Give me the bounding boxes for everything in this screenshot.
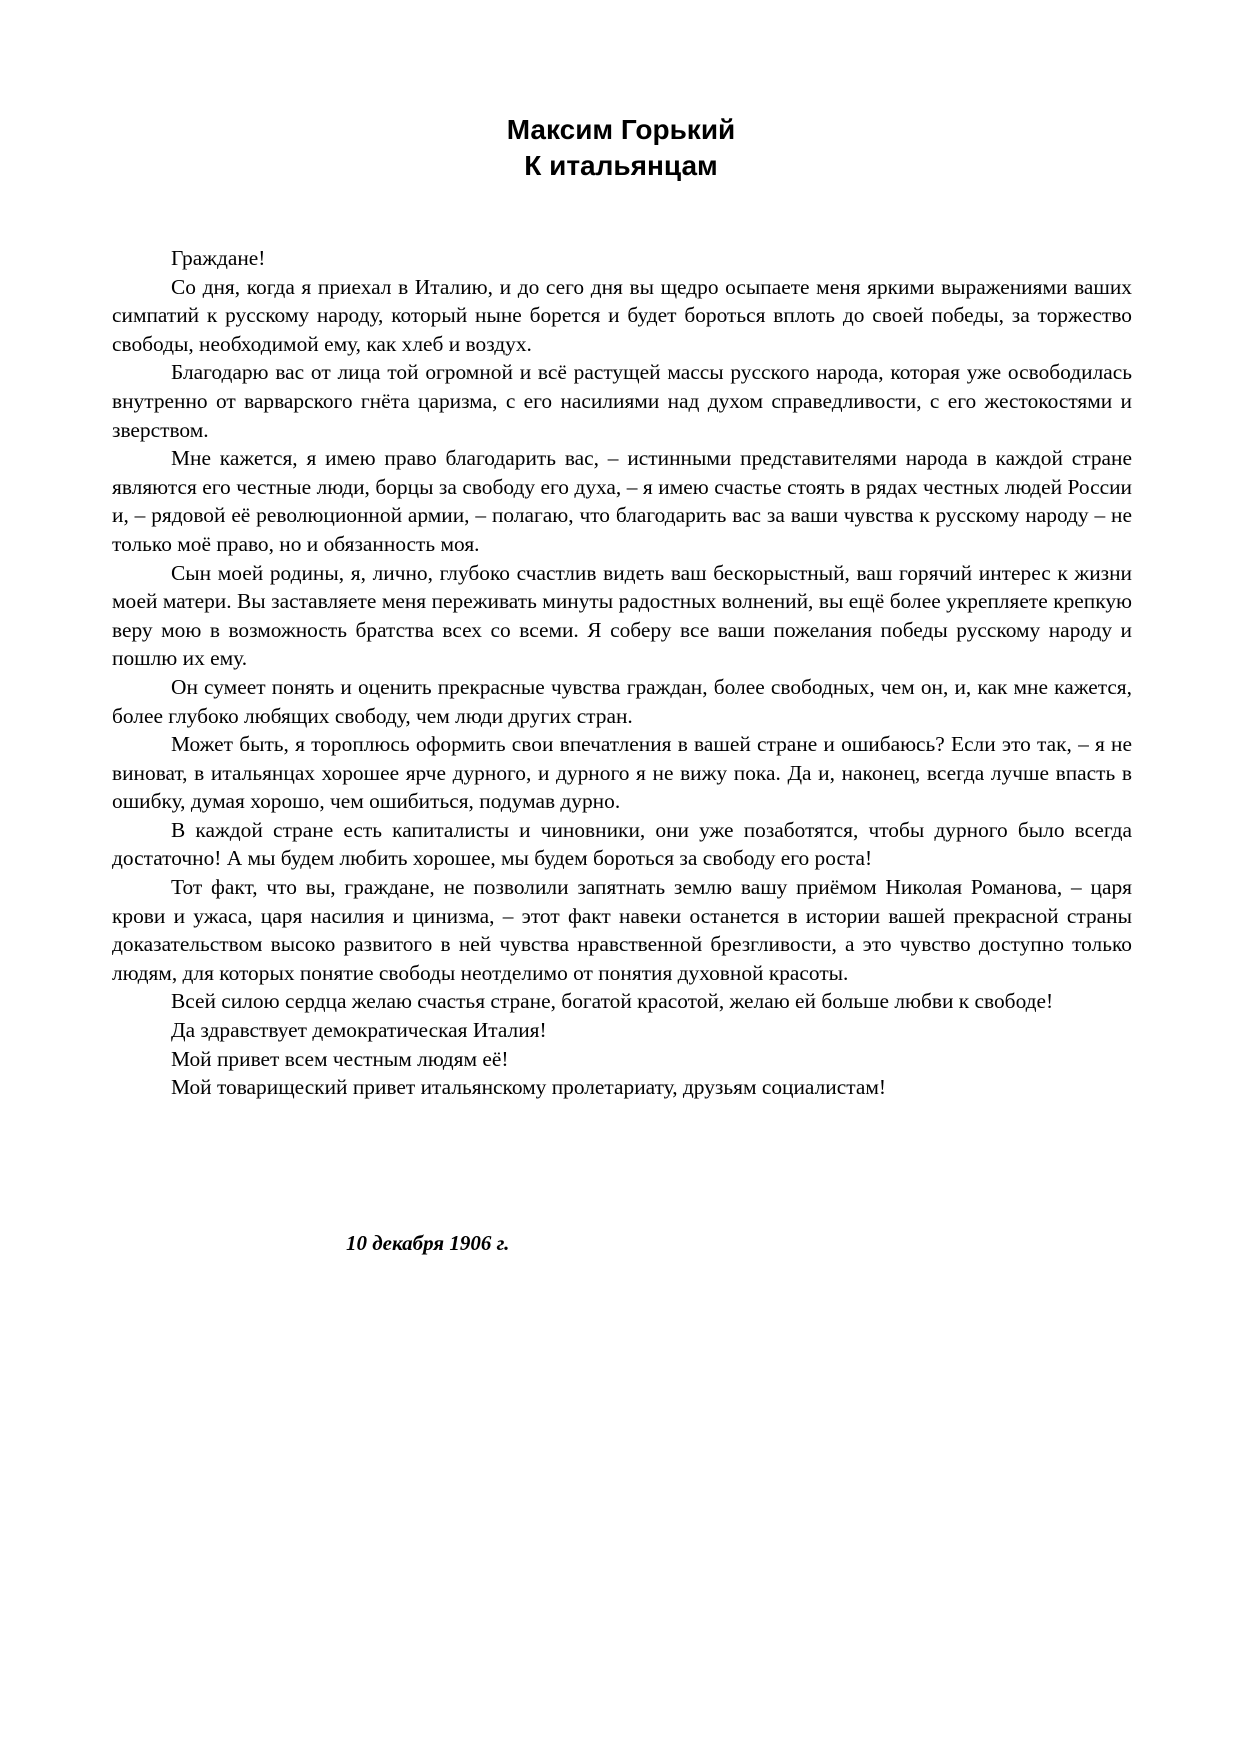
author-name: Максим Горький <box>506 114 736 145</box>
document-title: К итальянцам <box>524 150 718 181</box>
paragraph: Мой товарищеский привет итальянскому пролетариату, друзьям социалистам! <box>171 1075 886 1100</box>
paragraph: Он сумеет понять и оценить прекрасные чувства граждан, более свободных, чем он, и, как мне кажется, более глубоко любящих свободу, чем люди других стран. <box>112 674 1132 728</box>
paragraph: Граждане! <box>171 246 266 270</box>
paragraph: Тот факт, что вы, граждане, не позволили запятнать землю вашу приёмом Николая Романова, – царя крови и ужаса, царя насилия и цинизма, – этот факт навеки останется в истории вашей прекрасной страны доказательством высоко развитого в ней чувства нравственной брезгливости, а это чувство доступно только людям, для которых понятие свободы неотделимо от понятия духовной красоты. <box>112 875 1132 985</box>
document-date: 10 декабря 1906 г. <box>346 1231 510 1255</box>
paragraph: Мой привет всем честным людям её! <box>171 1046 509 1071</box>
paragraph: Мне кажется, я имею право благодарить вас, – истинными представителями народа в каждой стране являются его честные люди, борцы за свободу его духа, – я имею счастье стоять в рядах честных людей России и, – рядовой её революционной армии, – полагаю, что благодарить вас за ваши чувства к русскому народу – не только моё право, но и обязанность моя. <box>112 446 1132 556</box>
paragraph: Сын моей родины, я, лично, глубоко счастлив видеть ваш бескорыстный, ваш горячий интерес к жизни моей матери. Вы заставляете меня переживать минуты радостных волнений, вы ещё более укрепляете крепкую веру мою в возможность братства всех со всеми. Я соберу все ваши пожелания победы русскому народу и пошлю их ему. <box>112 560 1132 671</box>
paragraph: Со дня, когда я приехал в Италию, и до сего дня вы щедро осыпаете меня яркими выражениями ваших симпатий к русскому народу, который ныне борется и будет бороться вплоть до своей победы, за торжество свободы, необходимой ему, как хлеб и воздух. <box>112 274 1132 356</box>
body-text <box>112 244 1132 1102</box>
title-block <box>0 112 1242 184</box>
paragraph: Благодарю вас от лица той огромной и всё растущей массы русского народа, которая уже освободилась внутренно от варварского гнёта царизма, с его насилиями над духом справедливости, с его жестокостями и зверством. <box>112 360 1132 442</box>
paragraph: Всей силою сердца желаю счастья стране, богатой красотой, желаю ей больше любви к свободе! <box>171 989 1054 1014</box>
paragraph: Может быть, я тороплюсь оформить свои впечатления в вашей стране и ошибаюсь? Если это так, – я не виноват, в итальянцах хорошее ярче дурного, и дурного я не вижу пока. Да и, наконец, всегда лучше впасть в ошибку, думая хорошо, чем ошибиться, подумав дурно. <box>112 732 1132 814</box>
paragraph: Да здравствует демократическая Италия! <box>171 1018 547 1043</box>
paragraph: В каждой стране есть капиталисты и чиновники, они уже позаботятся, чтобы дурного было всегда достаточно! А мы будем любить хорошее, мы будем бороться за свободу его роста! <box>112 817 1132 871</box>
